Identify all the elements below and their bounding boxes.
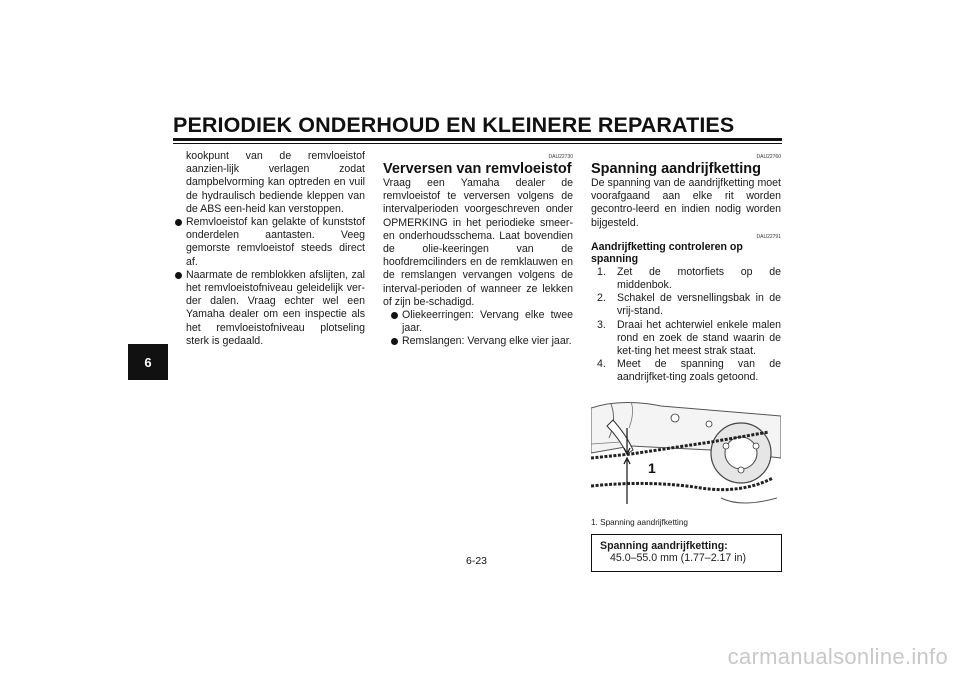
step-number: 2. <box>597 292 606 305</box>
section-heading: Verversen van remvloeistof <box>383 161 572 177</box>
bullet-dot-icon <box>391 312 398 319</box>
step-item <box>597 319 781 359</box>
title-rule-thick <box>173 138 782 141</box>
bullet-text: Remslangen: Vervang elke vier jaar. <box>402 335 572 348</box>
spec-title: Spanning aandrijfketting: <box>600 539 728 552</box>
subsection-code: DAU22791 <box>756 233 781 240</box>
subsection-heading: Aandrijfketting controleren op spanning <box>591 240 743 265</box>
spec-value: 45.0–55.0 mm (1.77–2.17 in) <box>610 552 747 565</box>
chain-slack-figure <box>591 398 781 514</box>
figure-caption: 1. Spanning aandrijfketting <box>591 517 688 527</box>
step-number: 3. <box>597 318 606 331</box>
bullet-item <box>391 309 573 335</box>
bullet-text: Naarmate de remblokken afslijten, zal het remvloeistofniveau geleidelijk ver-der dalen. Vraag echter wel een Yamaha dealer om een inspectie als het remvloeistofniveau plotseling sterk is gedaald. <box>186 268 365 347</box>
step-number: 1. <box>597 265 606 278</box>
continuation-text: kookpunt van de remvloeistof aanzien-lijk verlagen zodat dampbelvorming kan optreden en vuil de hydraulisch bediende kleppen van de ABS een-heid kan verstoppen. <box>186 150 365 215</box>
step-text: Zet de motorfiets op de middenbok. <box>617 265 781 292</box>
bullet-text: Oliekeerringen: Vervang elke twee jaar. <box>402 309 573 335</box>
bullet-dot-icon <box>175 272 182 279</box>
section-code: DAU22730 <box>548 154 573 160</box>
watermark: carmanualsonline.info <box>727 644 948 669</box>
column-1 <box>175 150 365 348</box>
step-text: Meet de spanning van de aandrijfket-ting zoals getoond. <box>617 358 781 384</box>
figure-callout-label: 1 <box>648 459 656 476</box>
bullet-dot-icon <box>391 338 398 345</box>
section-heading: Spanning aandrijfketting <box>591 161 761 177</box>
page-title: PERIODIEK ONDERHOUD EN KLEINERE REPARATIES <box>173 113 735 137</box>
page-number: 6-23 <box>466 555 488 567</box>
bullet-item <box>175 269 365 348</box>
column-2 <box>383 150 573 349</box>
section-code: DAU22760 <box>756 154 781 160</box>
section-body: Vraag een Yamaha dealer de remvloeistof te verversen volgens de intervalperioden voorgeschreven onder OPMERKING in het periodieke smeer- en onderhoudsschema. Laat bovendien de olie-keeringen van de hoofdremcilinders en de remklauwen en de remslangen vervangen volgens de interval-perioden of wanneer ze lekken of zijn be-schadigd. <box>383 177 573 308</box>
step-text: Schakel de versnellingsbak in de vrij-stand. <box>617 292 781 318</box>
step-item <box>597 266 781 292</box>
steps-list <box>591 266 781 385</box>
chapter-tab: 6 <box>128 344 168 380</box>
title-rule-thin <box>173 143 782 144</box>
step-text: Draai het achterwiel enkele malen rond en zoek de stand waarin de ket-ting het meest strak staat. <box>617 318 781 358</box>
bullet-item <box>175 216 365 269</box>
step-item <box>597 358 781 384</box>
column-3 <box>591 150 781 572</box>
bullet-item <box>391 335 573 348</box>
bullet-text: Remvloeistof kan gelakte of kunststof onderdelen aantasten. Veeg gemorste remvloeistof steeds direct af. <box>186 216 365 268</box>
step-item <box>597 292 781 318</box>
step-number: 4. <box>597 358 606 371</box>
section-intro: De spanning van de aandrijfketting moet voorafgaand aan elke rit worden gecontro-leerd en indien nodig worden bijgesteld. <box>591 177 781 229</box>
spec-box <box>591 534 782 572</box>
drive-chain-illustration <box>591 398 781 514</box>
bullet-dot-icon <box>175 219 182 226</box>
